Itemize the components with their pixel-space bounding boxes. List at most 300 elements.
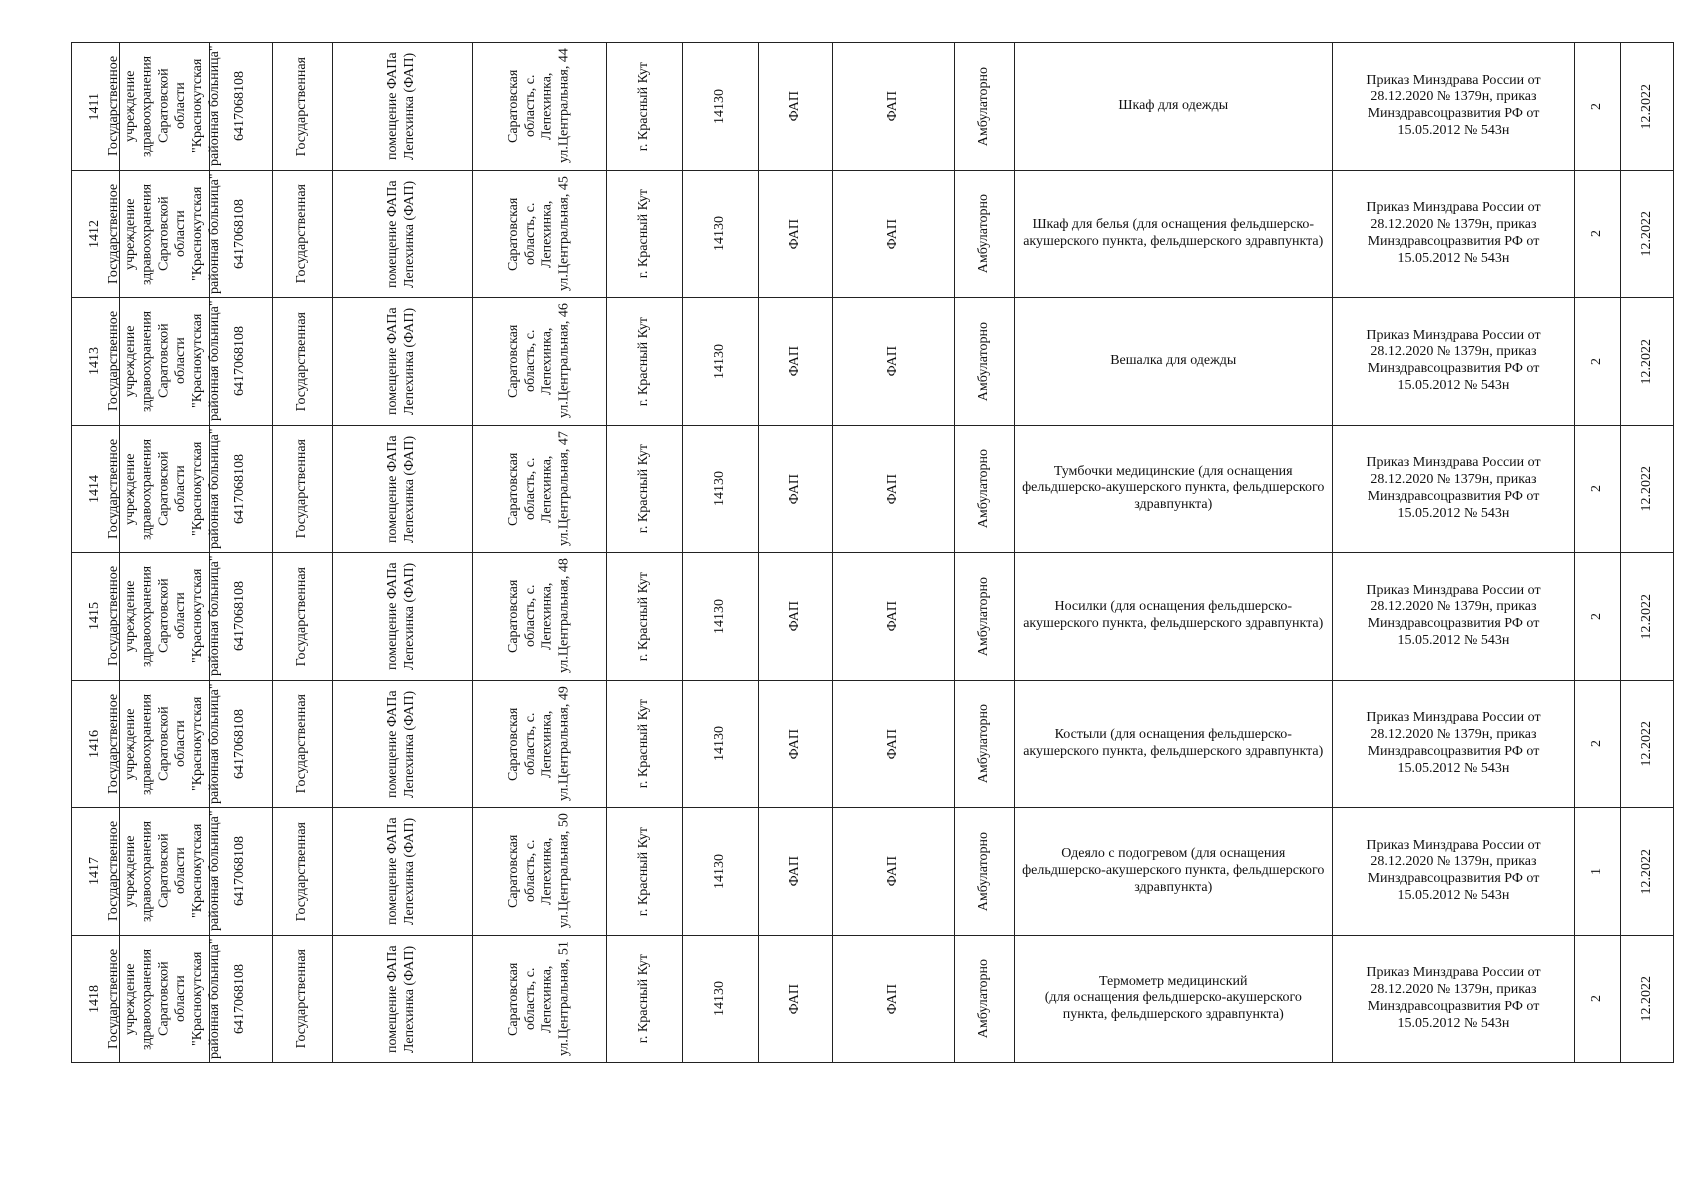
cell-text-inn: 6417068108 <box>232 836 248 907</box>
cell-content <box>210 808 272 935</box>
cell-code <box>682 553 758 681</box>
cell-content <box>1333 808 1574 935</box>
table-row <box>72 935 1674 1063</box>
cell-content <box>759 808 833 935</box>
cell-date <box>1621 298 1674 426</box>
cell-content <box>210 936 272 1063</box>
cell-org <box>105 935 222 1063</box>
cell-content <box>1621 43 1673 170</box>
equipment-table <box>71 42 1674 1063</box>
cell-content <box>1015 43 1332 170</box>
cell-text-basis: Приказ Минздрава России от 28.12.2020 № 1379н, приказ Минздравсоцразвития РФ от 15.05.2012 № 543н <box>1366 327 1541 394</box>
cell-text-inn: 6417068108 <box>232 71 248 142</box>
cell-content <box>333 553 472 680</box>
cell-code <box>682 680 758 808</box>
cell-date <box>1621 425 1674 553</box>
cell-date <box>1621 808 1674 936</box>
cell-content <box>273 936 332 1063</box>
cell-form <box>272 935 332 1063</box>
cell-basis <box>1332 43 1574 171</box>
cell-content <box>955 298 1014 425</box>
cell-text-dept: ФАП <box>885 218 901 249</box>
cell-text-premise: помещение ФАПа Лепехинка (ФАП) <box>385 562 418 671</box>
cell-text-qty: 2 <box>1589 357 1605 365</box>
cell-text-form: Государственная <box>293 566 309 666</box>
cell-text-code: 14130 <box>711 216 727 252</box>
cell-content <box>1015 808 1332 935</box>
cell-address <box>472 170 606 298</box>
cell-unit <box>758 425 833 553</box>
cell-content <box>607 426 682 553</box>
cell-text-mode: Амбулаторно <box>975 66 991 146</box>
cell-content <box>473 936 606 1063</box>
cell-basis <box>1332 553 1574 681</box>
cell-text-inn: 6417068108 <box>232 963 248 1034</box>
cell-text-item: Термометр медицинский (для оснащения фельдшерско-акушерского пункта, фельдшерского здравпункта) <box>1044 973 1302 1023</box>
cell-address <box>472 808 606 936</box>
cell-qty <box>1575 680 1621 808</box>
cell-address <box>472 935 606 1063</box>
cell-content <box>1575 298 1620 425</box>
cell-content <box>333 426 472 553</box>
cell-content <box>473 43 606 170</box>
cell-text-address: Саратовская область, с. Лепехинка, ул.Центральная, 50 <box>505 813 572 929</box>
cell-content <box>683 808 758 935</box>
cell-text-mode: Амбулаторно <box>975 831 991 911</box>
cell-text-basis: Приказ Минздрава России от 28.12.2020 № 1379н, приказ Минздравсоцразвития РФ от 15.05.2012 № 543н <box>1366 200 1541 266</box>
cell-premise <box>332 43 472 171</box>
cell-form <box>272 298 332 426</box>
cell-content <box>1621 808 1673 935</box>
cell-content <box>955 808 1014 935</box>
cell-content <box>607 808 682 935</box>
cell-text-date: 12.2022 <box>1638 848 1654 894</box>
cell-content <box>105 553 222 680</box>
cell-text-mode: Амбулаторно <box>975 576 991 656</box>
cell-content <box>1621 681 1673 808</box>
cell-content <box>273 171 332 298</box>
cell-date <box>1621 680 1674 808</box>
cell-content <box>105 808 222 935</box>
cell-text-basis: Приказ Минздрава России от 28.12.2020 № 1379н, приказ Минздравсоцразвития РФ от 15.05.2012 № 543н <box>1366 710 1541 776</box>
cell-text-qty: 2 <box>1589 230 1605 238</box>
cell-content <box>1015 553 1332 680</box>
table-row <box>72 425 1674 553</box>
cell-date <box>1621 43 1674 171</box>
cell-text-date: 12.2022 <box>1638 976 1654 1022</box>
cell-text-qty: 2 <box>1589 740 1605 748</box>
cell-text-unit: ФАП <box>787 346 803 377</box>
cell-text-num: 1417 <box>87 857 103 886</box>
table-row <box>72 680 1674 808</box>
cell-text-dept: ФАП <box>885 983 901 1014</box>
cell-text-basis: Приказ Минздрава России от 28.12.2020 № 1379н, приказ Минздравсоцразвития РФ от 15.05.2012 № 543н <box>1366 455 1541 521</box>
cell-content <box>1333 298 1574 425</box>
cell-content <box>1333 43 1574 170</box>
cell-item <box>1014 808 1332 936</box>
cell-org <box>105 43 222 171</box>
cell-qty <box>1575 425 1621 553</box>
cell-unit <box>758 43 833 171</box>
cell-content <box>683 936 758 1063</box>
cell-content <box>1015 171 1332 298</box>
cell-text-date: 12.2022 <box>1638 466 1654 512</box>
cell-city <box>607 43 683 171</box>
cell-text-code: 14130 <box>711 853 727 889</box>
cell-content <box>105 681 222 808</box>
cell-text-item: Шкаф для одежды <box>1118 97 1229 113</box>
cell-premise <box>332 935 472 1063</box>
cell-content <box>759 426 833 553</box>
cell-content <box>473 553 606 680</box>
cell-content <box>273 298 332 425</box>
cell-content <box>833 43 954 170</box>
cell-content <box>833 681 954 808</box>
cell-code <box>682 425 758 553</box>
cell-text-inn: 6417068108 <box>232 453 248 524</box>
cell-address <box>472 425 606 553</box>
cell-text-qty: 2 <box>1589 102 1605 110</box>
cell-text-city: г. Красный Кут <box>636 444 652 534</box>
cell-text-num: 1415 <box>87 602 103 631</box>
cell-content <box>210 681 272 808</box>
cell-content <box>333 298 472 425</box>
cell-content <box>759 681 833 808</box>
cell-text-address: Саратовская область, с. Лепехинка, ул.Центральная, 46 <box>505 303 572 419</box>
cell-mode <box>955 680 1015 808</box>
cell-item <box>1014 43 1332 171</box>
cell-content <box>1621 171 1673 298</box>
table-row <box>72 43 1674 171</box>
cell-content <box>759 553 833 680</box>
cell-text-inn: 6417068108 <box>232 581 248 652</box>
cell-unit <box>758 680 833 808</box>
cell-text-num: 1413 <box>87 347 103 376</box>
cell-item <box>1014 170 1332 298</box>
cell-basis <box>1332 680 1574 808</box>
cell-content <box>833 553 954 680</box>
cell-basis <box>1332 808 1574 936</box>
cell-inn <box>209 43 272 171</box>
cell-text-mode: Амбулаторно <box>975 704 991 784</box>
cell-content <box>210 298 272 425</box>
cell-mode <box>955 808 1015 936</box>
cell-text-basis: Приказ Минздрава России от 28.12.2020 № 1379н, приказ Минздравсоцразвития РФ от 15.05.2012 № 543н <box>1366 582 1541 649</box>
cell-content <box>607 936 682 1063</box>
cell-content <box>833 936 954 1063</box>
cell-dept <box>833 808 955 936</box>
cell-content <box>333 808 472 935</box>
cell-text-address: Саратовская область, с. Лепехинка, ул.Центральная, 47 <box>505 431 572 547</box>
cell-dept <box>833 425 955 553</box>
cell-text-premise: помещение ФАПа Лепехинка (ФАП) <box>385 689 418 798</box>
cell-mode <box>955 43 1015 171</box>
cell-text-date: 12.2022 <box>1638 338 1654 384</box>
cell-code <box>682 808 758 936</box>
cell-text-mode: Амбулаторно <box>975 449 991 529</box>
cell-text-date: 12.2022 <box>1638 83 1654 129</box>
cell-content <box>105 298 222 425</box>
cell-inn <box>209 425 272 553</box>
cell-qty <box>1575 298 1621 426</box>
cell-content <box>1575 43 1620 170</box>
cell-unit <box>758 170 833 298</box>
cell-city <box>607 680 683 808</box>
cell-city <box>607 553 683 681</box>
table-row <box>72 170 1674 298</box>
cell-qty <box>1575 43 1621 171</box>
cell-form <box>272 425 332 553</box>
cell-text-unit: ФАП <box>787 91 803 122</box>
cell-content <box>955 936 1014 1063</box>
cell-city <box>607 935 683 1063</box>
cell-text-date: 12.2022 <box>1638 211 1654 257</box>
cell-text-form: Государственная <box>293 949 309 1049</box>
cell-content <box>333 936 472 1063</box>
cell-inn <box>209 680 272 808</box>
cell-content <box>105 426 222 553</box>
cell-content <box>210 553 272 680</box>
cell-form <box>272 808 332 936</box>
cell-item <box>1014 935 1332 1063</box>
cell-text-dept: ФАП <box>885 856 901 887</box>
cell-org <box>105 680 222 808</box>
cell-content <box>955 171 1014 298</box>
cell-dept <box>833 935 955 1063</box>
cell-content <box>210 43 272 170</box>
cell-text-org: Государственное учреждение здравоохранения Саратовской области "Краснокутская районная больница" <box>105 810 222 932</box>
cell-unit <box>758 808 833 936</box>
cell-content <box>1621 936 1673 1063</box>
cell-text-inn: 6417068108 <box>232 326 248 397</box>
cell-qty <box>1575 935 1621 1063</box>
cell-content <box>1015 936 1332 1063</box>
cell-text-num: 1418 <box>87 984 103 1013</box>
cell-text-city: г. Красный Кут <box>636 189 652 279</box>
cell-content <box>955 426 1014 553</box>
cell-basis <box>1332 425 1574 553</box>
cell-text-basis: Приказ Минздрава России от 28.12.2020 № 1379н, приказ Минздравсоцразвития РФ от 15.05.2012 № 543н <box>1366 72 1541 139</box>
cell-text-qty: 1 <box>1589 867 1605 875</box>
cell-premise <box>332 553 472 681</box>
cell-text-unit: ФАП <box>787 473 803 504</box>
cell-text-num: 1416 <box>87 729 103 758</box>
cell-content <box>273 681 332 808</box>
cell-text-code: 14130 <box>711 471 727 507</box>
cell-content <box>759 43 833 170</box>
cell-content <box>1015 426 1332 553</box>
cell-text-code: 14130 <box>711 88 727 124</box>
cell-text-dept: ФАП <box>885 473 901 504</box>
cell-content <box>607 298 682 425</box>
cell-content <box>1621 553 1673 680</box>
cell-text-unit: ФАП <box>787 218 803 249</box>
cell-text-qty: 2 <box>1589 485 1605 493</box>
table-row <box>72 808 1674 936</box>
cell-content <box>333 43 472 170</box>
cell-unit <box>758 553 833 681</box>
cell-code <box>682 935 758 1063</box>
table-body <box>72 43 1674 1063</box>
cell-text-premise: помещение ФАПа Лепехинка (ФАП) <box>385 817 418 926</box>
cell-code <box>682 43 758 171</box>
cell-address <box>472 553 606 681</box>
cell-content <box>1621 298 1673 425</box>
cell-content <box>1575 171 1620 298</box>
cell-text-num: 1412 <box>87 219 103 248</box>
cell-content <box>1575 681 1620 808</box>
cell-form <box>272 170 332 298</box>
cell-date <box>1621 553 1674 681</box>
cell-text-item: Вешалка для одежды <box>1110 352 1237 368</box>
cell-basis <box>1332 298 1574 426</box>
cell-content <box>273 808 332 935</box>
cell-content <box>683 426 758 553</box>
cell-content <box>833 298 954 425</box>
cell-address <box>472 298 606 426</box>
cell-text-org: Государственное учреждение здравоохранения Саратовской области "Краснокутская районная больница" <box>105 938 222 1060</box>
cell-text-org: Государственное учреждение здравоохранения Саратовской области "Краснокутская районная больница" <box>105 683 222 805</box>
cell-text-basis: Приказ Минздрава России от 28.12.2020 № 1379н, приказ Минздравсоцразвития РФ от 15.05.2012 № 543н <box>1366 837 1541 904</box>
cell-text-form: Государственная <box>293 821 309 921</box>
cell-text-form: Государственная <box>293 56 309 156</box>
cell-text-unit: ФАП <box>787 728 803 759</box>
cell-text-address: Саратовская область, с. Лепехинка, ул.Центральная, 49 <box>505 686 572 802</box>
cell-content <box>473 426 606 553</box>
cell-text-form: Государственная <box>293 184 309 284</box>
cell-content <box>1333 936 1574 1063</box>
cell-content <box>607 681 682 808</box>
cell-content <box>683 681 758 808</box>
cell-content <box>473 171 606 298</box>
cell-code <box>682 298 758 426</box>
cell-content <box>683 171 758 298</box>
table-row <box>72 298 1674 426</box>
cell-content <box>759 298 833 425</box>
cell-qty <box>1575 553 1621 681</box>
cell-inn <box>209 935 272 1063</box>
cell-text-city: г. Красный Кут <box>636 61 652 151</box>
cell-text-address: Саратовская область, с. Лепехинка, ул.Центральная, 45 <box>505 176 572 292</box>
cell-text-dept: ФАП <box>885 91 901 122</box>
cell-content <box>833 426 954 553</box>
cell-text-dept: ФАП <box>885 601 901 632</box>
cell-org <box>105 170 222 298</box>
cell-dept <box>833 43 955 171</box>
cell-city <box>607 808 683 936</box>
cell-text-qty: 2 <box>1589 612 1605 620</box>
cell-content <box>1575 426 1620 553</box>
cell-text-date: 12.2022 <box>1638 593 1654 639</box>
cell-form <box>272 43 332 171</box>
cell-content <box>273 43 332 170</box>
cell-content <box>683 43 758 170</box>
cell-text-item: Шкаф для белья (для оснащения фельдшерско-акушерского пункта, фельдшерского здравпункта) <box>1023 216 1324 249</box>
cell-org <box>105 553 222 681</box>
cell-text-form: Государственная <box>293 311 309 411</box>
cell-content <box>833 808 954 935</box>
cell-content <box>683 553 758 680</box>
cell-mode <box>955 170 1015 298</box>
cell-inn <box>209 808 272 936</box>
cell-content <box>1333 171 1574 298</box>
cell-text-unit: ФАП <box>787 856 803 887</box>
cell-text-city: г. Красный Кут <box>636 954 652 1044</box>
cell-text-form: Государственная <box>293 439 309 539</box>
cell-org <box>105 425 222 553</box>
cell-text-premise: помещение ФАПа Лепехинка (ФАП) <box>385 52 418 161</box>
cell-text-form: Государственная <box>293 694 309 794</box>
cell-item <box>1014 553 1332 681</box>
cell-text-inn: 6417068108 <box>232 708 248 779</box>
cell-text-num: 1411 <box>87 92 103 120</box>
cell-text-code: 14130 <box>711 598 727 634</box>
cell-text-date: 12.2022 <box>1638 721 1654 767</box>
cell-text-city: г. Красный Кут <box>636 826 652 916</box>
cell-premise <box>332 680 472 808</box>
cell-text-num: 1414 <box>87 474 103 503</box>
cell-content <box>1575 553 1620 680</box>
cell-inn <box>209 170 272 298</box>
cell-content <box>1015 298 1332 425</box>
cell-content <box>1621 426 1673 553</box>
cell-premise <box>332 808 472 936</box>
table-row <box>72 553 1674 681</box>
cell-content <box>955 43 1014 170</box>
cell-inn <box>209 553 272 681</box>
cell-city <box>607 425 683 553</box>
cell-mode <box>955 935 1015 1063</box>
cell-text-org: Государственное учреждение здравоохранения Саратовской области "Краснокутская районная больница" <box>105 45 222 167</box>
cell-org <box>105 808 222 936</box>
cell-inn <box>209 298 272 426</box>
cell-text-premise: помещение ФАПа Лепехинка (ФАП) <box>385 307 418 416</box>
cell-content <box>473 808 606 935</box>
cell-content <box>607 553 682 680</box>
cell-item <box>1014 425 1332 553</box>
cell-text-code: 14130 <box>711 981 727 1017</box>
cell-qty <box>1575 808 1621 936</box>
cell-mode <box>955 298 1015 426</box>
cell-address <box>472 680 606 808</box>
cell-text-item: Тумбочки медицинские (для оснащения фельдшерско-акушерского пункта, фельдшерского здравпункта) <box>1022 463 1325 513</box>
cell-content <box>759 936 833 1063</box>
cell-mode <box>955 425 1015 553</box>
cell-text-qty: 2 <box>1589 995 1605 1003</box>
cell-city <box>607 298 683 426</box>
cell-form <box>272 553 332 681</box>
cell-text-item: Носилки (для оснащения фельдшерско-акушерского пункта, фельдшерского здравпункта) <box>1023 599 1324 632</box>
cell-content <box>1333 426 1574 553</box>
cell-text-unit: ФАП <box>787 601 803 632</box>
cell-qty <box>1575 170 1621 298</box>
cell-text-item: Костыли (для оснащения фельдшерско-акушерского пункта, фельдшерского здравпункта) <box>1023 726 1324 759</box>
cell-address <box>472 43 606 171</box>
cell-text-org: Государственное учреждение здравоохранения Саратовской области "Краснокутская районная больница" <box>105 300 222 422</box>
cell-unit <box>758 935 833 1063</box>
cell-item <box>1014 298 1332 426</box>
cell-city <box>607 170 683 298</box>
cell-text-inn: 6417068108 <box>232 198 248 269</box>
cell-content <box>105 171 222 298</box>
cell-content <box>105 43 222 170</box>
cell-content <box>473 298 606 425</box>
cell-content <box>1575 808 1620 935</box>
cell-code <box>682 170 758 298</box>
cell-item <box>1014 680 1332 808</box>
cell-content <box>1333 681 1574 808</box>
cell-mode <box>955 553 1015 681</box>
